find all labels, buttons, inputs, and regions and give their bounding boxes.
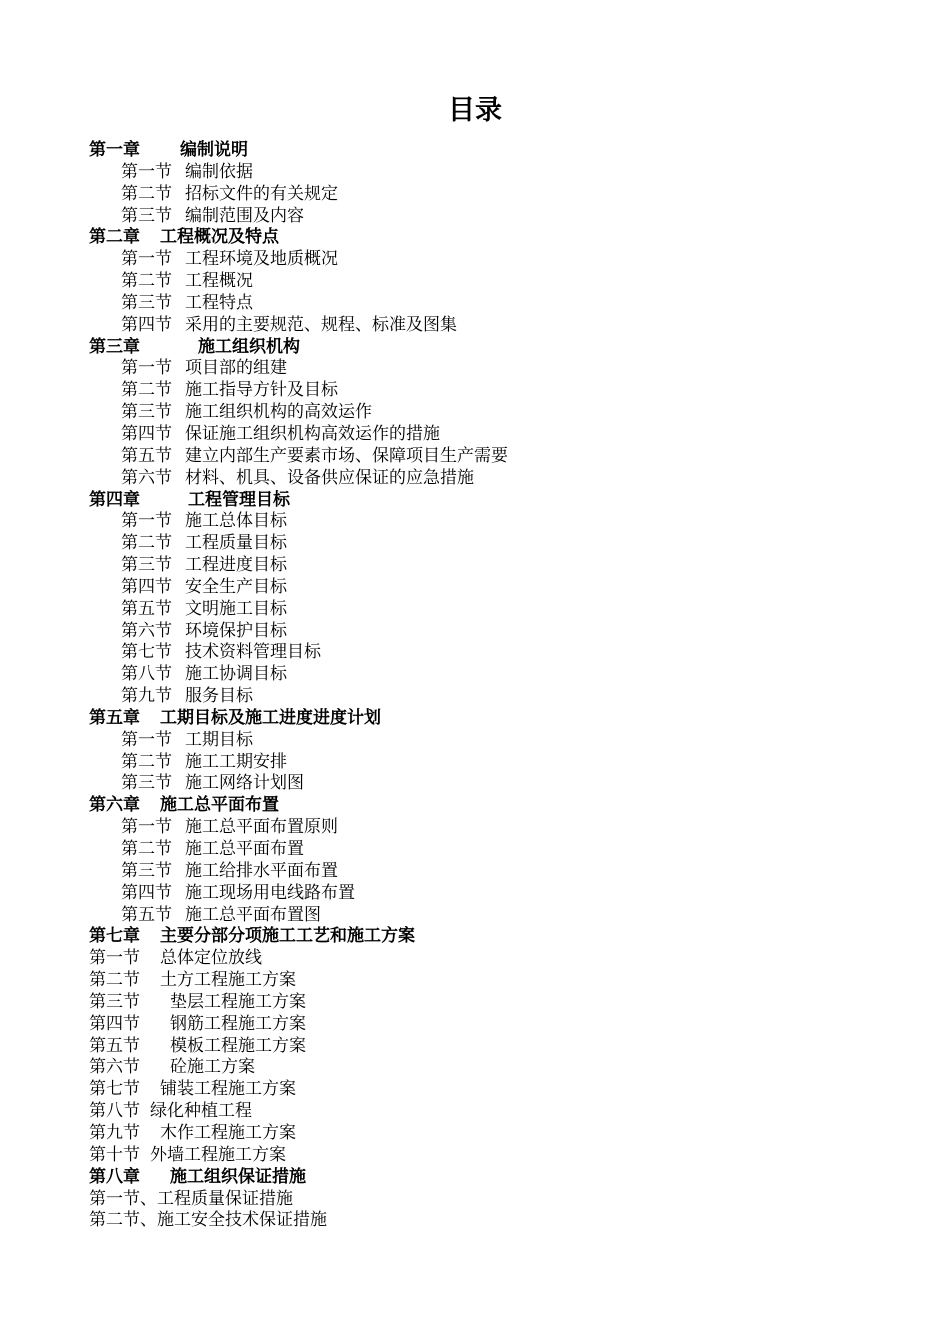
toc-entry-number: 第一节 [121, 249, 172, 270]
toc-section [0, 730, 950, 752]
toc-entry-number: 第八章 [89, 1166, 140, 1187]
toc-entry-number: 第六节 [89, 1057, 140, 1078]
toc-entry-title: 工程质量目标 [185, 533, 287, 554]
toc-section [0, 358, 950, 380]
toc-entry-title: 施工协调目标 [185, 664, 287, 685]
toc-chapter [0, 926, 950, 948]
toc-section [0, 642, 950, 664]
toc-entry-number: 第四节 [121, 314, 172, 335]
toc-entry-number: 第三章 [89, 336, 140, 357]
toc-entry-number: 第二章 [89, 227, 140, 248]
toc-section [0, 970, 950, 992]
toc-section [0, 380, 950, 402]
toc-entry-number: 第二节 [121, 751, 172, 772]
toc-section [0, 1101, 950, 1123]
toc-entry-number: 第七节 [121, 642, 172, 663]
toc-entry-title: 项目部的组建 [185, 358, 287, 379]
toc-entry-title: 工程管理目标 [188, 489, 290, 510]
toc-section [0, 184, 950, 206]
toc-section [0, 905, 950, 927]
toc-section [0, 1123, 950, 1145]
toc-section [0, 1210, 950, 1232]
toc-section [0, 752, 950, 774]
toc-entry-number: 第三节 [121, 402, 172, 423]
toc-entry-number: 第三节 [121, 292, 172, 313]
toc-entry-title: 材料、机具、设备供应保证的应急措施 [185, 467, 474, 488]
toc-entry-number: 第一节 [121, 817, 172, 838]
toc-entry-number: 第七章 [89, 926, 140, 947]
toc-entry-title: 工程进度目标 [185, 555, 287, 576]
toc-entry-number: 第四节 [121, 882, 172, 903]
toc-entry-title: 主要分部分项施工工艺和施工方案 [160, 926, 415, 947]
toc-section [0, 1036, 950, 1058]
toc-section [0, 533, 950, 555]
toc-entry-number: 第一章 [89, 140, 140, 160]
toc-entry-title: 土方工程施工方案 [160, 970, 296, 991]
toc-entry-title: 编制依据 [185, 161, 253, 182]
toc-section [0, 511, 950, 533]
toc-entry-title: 施工总平面布置原则 [185, 817, 338, 838]
toc-entry-number: 第二节、 [89, 1210, 157, 1231]
toc-entry-title: 工程概况 [185, 271, 253, 292]
toc-entry-title: 绿化种植工程 [150, 1101, 252, 1122]
toc-entry-title: 施工工期安排 [185, 751, 287, 772]
toc-entry-title: 铺装工程施工方案 [160, 1079, 296, 1100]
toc-entry-number: 第三节 [89, 991, 140, 1012]
toc-section [0, 992, 950, 1014]
toc-section [0, 621, 950, 643]
toc-entry-title: 施工总平面布置 [160, 795, 279, 816]
toc-entry-title: 工程概况及特点 [160, 227, 279, 248]
toc-section [0, 555, 950, 577]
toc-entry-title: 环境保护目标 [185, 620, 287, 641]
toc-entry-number: 第九节 [121, 686, 172, 707]
toc-entry-number: 第九节 [89, 1122, 140, 1143]
toc-entry-title: 砼施工方案 [170, 1057, 255, 1078]
toc-entry-title: 施工组织机构 [198, 336, 300, 357]
toc-entry-number: 第六节 [121, 620, 172, 641]
toc-chapter [0, 1167, 950, 1189]
toc-entry-number: 第二节 [121, 839, 172, 859]
toc-entry-number: 第二节 [121, 183, 172, 204]
toc-entry-title: 施工指导方针及目标 [185, 380, 338, 401]
toc-entry-title: 工程特点 [185, 292, 253, 313]
toc-section [0, 424, 950, 446]
toc-section [0, 1057, 950, 1079]
toc-section [0, 948, 950, 970]
toc-entry-number: 第五章 [89, 707, 140, 728]
toc-section [0, 839, 950, 861]
toc-entry-number: 第二节 [121, 271, 172, 292]
toc-entry-title: 垫层工程施工方案 [170, 991, 306, 1012]
toc-entry-number: 第三节 [121, 205, 172, 226]
toc-entry-number: 第一节 [121, 161, 172, 182]
toc-section [0, 1189, 950, 1211]
toc-entry-number: 第五节 [121, 445, 172, 466]
toc-entry-number: 第十节 [89, 1144, 140, 1165]
toc-entry-title: 施工安全技术保证措施 [157, 1210, 327, 1231]
toc-chapter [0, 337, 950, 359]
toc-section [0, 249, 950, 271]
toc-entry-title: 工程环境及地质概况 [185, 249, 338, 270]
toc-section [0, 817, 950, 839]
toc-entry-title: 工期目标及施工进度进度计划 [160, 707, 381, 728]
toc-entry-number: 第七节 [89, 1079, 140, 1100]
toc-entry-title: 木作工程施工方案 [160, 1122, 296, 1143]
toc-section [0, 162, 950, 184]
toc-entry-title: 文明施工目标 [185, 598, 287, 619]
toc-entry-number: 第三节 [121, 860, 172, 881]
toc-entry-number: 第一节、 [89, 1188, 157, 1209]
toc-entry-number: 第一节 [121, 511, 172, 532]
toc-entry-title: 外墙工程施工方案 [150, 1144, 286, 1165]
toc-chapter [0, 227, 950, 249]
toc-section [0, 599, 950, 621]
toc-chapter [0, 490, 950, 512]
toc-entry-title: 施工总体目标 [185, 511, 287, 532]
toc-chapter [0, 795, 950, 817]
toc-entry-title: 采用的主要规范、规程、标准及图集 [185, 314, 457, 335]
toc-section [0, 686, 950, 708]
toc-entry-number: 第一节 [121, 729, 172, 750]
toc-entry-title: 施工网络计划图 [185, 773, 304, 794]
toc-entry-number: 第二节 [121, 380, 172, 401]
toc-entry-title: 施工现场用电线路布置 [185, 882, 355, 903]
toc-section [0, 1079, 950, 1101]
toc-chapter [0, 708, 950, 730]
toc-section [0, 271, 950, 293]
toc-section [0, 577, 950, 599]
toc-entry-title: 招标文件的有关规定 [185, 183, 338, 204]
toc-section [0, 315, 950, 337]
toc-entry-number: 第五节 [89, 1035, 140, 1056]
toc-entry-title: 钢筋工程施工方案 [170, 1013, 306, 1034]
toc-entry-number: 第四节 [121, 576, 172, 597]
toc-entry-title: 工期目标 [185, 729, 253, 750]
toc-entry-number: 第四章 [89, 489, 140, 510]
toc-section [0, 468, 950, 490]
toc-section [0, 883, 950, 905]
toc-entry-number: 第五节 [121, 904, 172, 925]
toc-entry-number: 第六节 [121, 467, 172, 488]
toc-entry-number: 第三节 [121, 773, 172, 794]
toc-section [0, 402, 950, 424]
toc-entry-title: 保证施工组织机构高效运作的措施 [185, 423, 440, 444]
table-of-contents [0, 140, 950, 1232]
toc-section [0, 861, 950, 883]
toc-entry-title: 总体定位放线 [160, 948, 262, 969]
toc-entry-title: 编制说明 [180, 140, 248, 160]
toc-entry-number: 第二节 [89, 970, 140, 991]
toc-entry-title: 施工总平面布置 [185, 839, 304, 859]
toc-entry-title: 施工给排水平面布置 [185, 860, 338, 881]
toc-section [0, 1014, 950, 1036]
toc-section [0, 446, 950, 468]
toc-entry-number: 第一节 [89, 948, 140, 969]
toc-section [0, 293, 950, 315]
toc-entry-title: 模板工程施工方案 [170, 1035, 306, 1056]
toc-entry-number: 第八节 [121, 664, 172, 685]
toc-chapter [0, 140, 950, 162]
toc-entry-number: 第八节 [89, 1101, 140, 1122]
toc-entry-title: 服务目标 [185, 686, 253, 707]
toc-entry-number: 第五节 [121, 598, 172, 619]
toc-entry-title: 工程质量保证措施 [157, 1188, 293, 1209]
toc-entry-number: 第六章 [89, 795, 140, 816]
toc-entry-title: 施工组织保证措施 [170, 1166, 306, 1187]
toc-entry-number: 第三节 [121, 555, 172, 576]
toc-entry-title: 安全生产目标 [185, 576, 287, 597]
toc-entry-number: 第四节 [89, 1013, 140, 1034]
toc-entry-title: 技术资料管理目标 [185, 642, 321, 663]
toc-entry-number: 第二节 [121, 533, 172, 554]
toc-entry-title: 施工总平面布置图 [185, 904, 321, 925]
toc-entry-number: 第一节 [121, 358, 172, 379]
toc-section [0, 773, 950, 795]
toc-section [0, 206, 950, 228]
page-title: 目录 [448, 95, 502, 126]
toc-section [0, 1145, 950, 1167]
toc-entry-title: 施工组织机构的高效运作 [185, 402, 372, 423]
toc-section [0, 664, 950, 686]
toc-entry-number: 第四节 [121, 423, 172, 444]
toc-entry-title: 建立内部生产要素市场、保障项目生产需要 [185, 445, 508, 466]
toc-entry-title: 编制范围及内容 [185, 205, 304, 226]
